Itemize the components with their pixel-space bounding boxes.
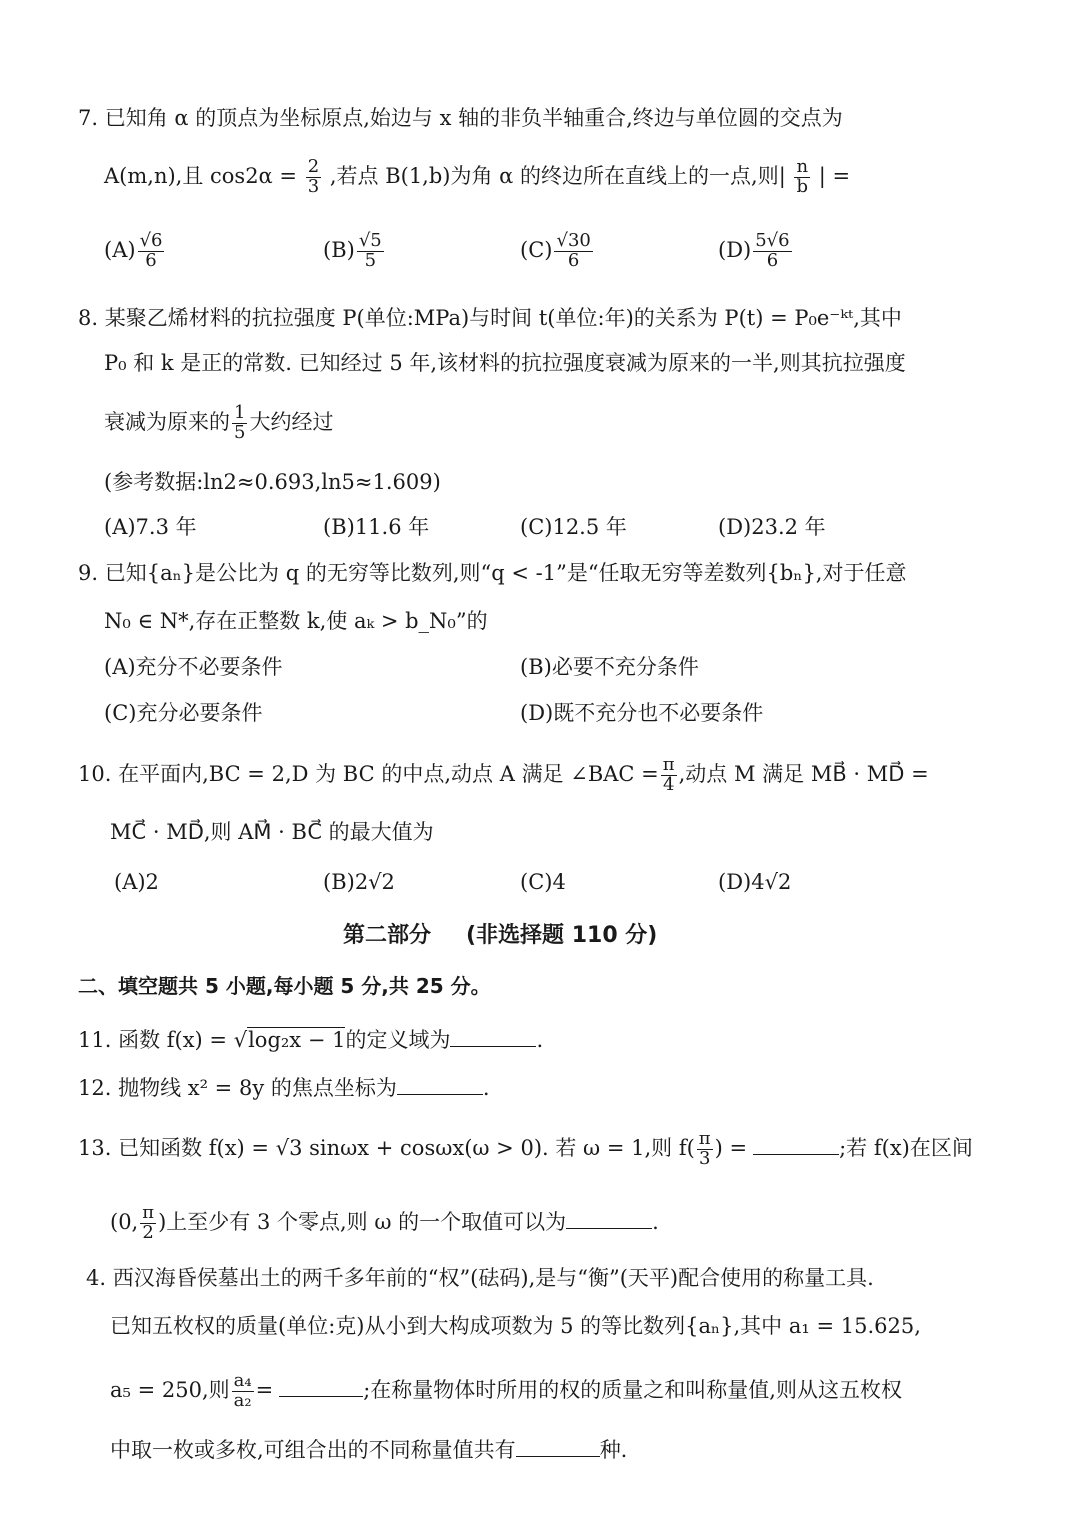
q10-option-b: (B)2√2	[323, 870, 395, 894]
q12-line: 12. 抛物线 x² = 8y 的焦点坐标为 .	[78, 1076, 490, 1100]
part2-subtitle: (非选择题 110 分)	[466, 923, 658, 948]
q7-line1: 7. 已知角 α 的顶点为坐标原点,始边与 x 轴的非负半轴重合,终边与单位圆的交点为	[78, 106, 843, 130]
q14-fraction-a4-over-a2: $\frac{\text{a₄}}{\text{a₂}}$	[233, 1370, 252, 1411]
q12-answer-blank[interactable]	[397, 1076, 483, 1095]
q10-option-c: (C)4	[520, 870, 566, 894]
q13-fraction-pi-over-2: $\frac{\pi}{2}$	[142, 1202, 155, 1243]
q9-option-a: (A)充分不必要条件	[104, 655, 283, 679]
q9-option-c: (C)充分必要条件	[104, 701, 263, 725]
q14-line3: a₅ = 250,则 $\frac{\text{a₄}}{\text{a₂}}$ = ;在称量物体时所用的权的质量之和叫称量值,则从这五枚权	[110, 1370, 902, 1411]
q8-reference-data: (参考数据:ln2≈0.693,ln5≈1.609)	[104, 470, 441, 494]
q7-line2-c: | =	[818, 163, 851, 188]
q8-option-a: (A)7.3 年	[104, 515, 197, 539]
q7-option-d: (D) $\frac{5√6}{6}$	[718, 230, 790, 271]
q14-line1: 4. 西汉海昏侯墓出土的两千多年前的“权”(砝码),是与“衡”(天平)配合使用的称量工具.	[86, 1266, 874, 1290]
q13-answer-blank-1[interactable]	[753, 1136, 839, 1155]
q11-radicand: log₂x − 1	[248, 1028, 346, 1052]
q7-fraction-two-thirds: $\frac{2}{3}$	[307, 156, 320, 197]
q9-line2: N₀ ∈ N*,存在正整数 k,使 aₖ > b_N₀”的	[104, 609, 488, 633]
q10-option-a: (A)2	[114, 870, 159, 894]
q11-line: 11. 函数 f(x) = √log₂x − 1的定义域为 .	[78, 1028, 544, 1052]
part2-title: 第二部分	[343, 923, 432, 948]
q10-line1: 10. 在平面内,BC = 2,D 为 BC 的中点,动点 A 满足 ∠BAC = $\frac{\pi}{4}$ ,动点 M 满足 MB⃗ · MD⃗ =	[78, 754, 929, 795]
q14-line2: 已知五枚权的质量(单位:克)从小到大构成项数为 5 的等比数列{aₙ},其中 a₁ = 15.625,	[110, 1314, 921, 1338]
q8-line2: P₀ 和 k 是正的常数. 已知经过 5 年,该材料的抗拉强度衰减为原来的一半,则其抗拉强度	[104, 351, 906, 375]
q7-fraction-n-over-b: $\frac{n}{b}$	[796, 156, 809, 197]
q7-line2	[104, 158, 850, 197]
q7-line2-a: A(m,n),且 cos2α =	[104, 163, 298, 188]
q14-answer-blank-2[interactable]	[516, 1438, 600, 1457]
q13-answer-blank-2[interactable]	[566, 1210, 652, 1229]
q7-option-b: (B) $\frac{√5}{5}$	[323, 230, 382, 271]
section2-heading: 二、填空题共 5 小题,每小题 5 分,共 25 分。	[78, 974, 491, 998]
q14-answer-blank-1[interactable]	[279, 1378, 363, 1397]
q7-option-a: (A) $\frac{√6}{6}$	[104, 230, 163, 271]
q11-answer-blank[interactable]	[450, 1028, 536, 1047]
q8-line1: 8. 某聚乙烯材料的抗拉强度 P(单位:MPa)与时间 t(单位:年)的关系为 P(t) = P₀e⁻ᵏᵗ,其中	[78, 306, 902, 330]
q13-line1: 13. 已知函数 f(x) = √3 sinωx + cosωx(ω > 0). 若 ω = 1,则 f( $\frac{\pi}{3}$ ) = ;若 f(x)在区间	[78, 1128, 973, 1169]
q8-fraction-one-fifth: $\frac{1}{5}$	[234, 402, 246, 443]
q14-line4: 中取一枚或多枚,可组合出的不同称量值共有 种.	[110, 1438, 628, 1462]
q7-line2-b: ,若点 B(1,b)为角 α 的终边所在直线上的一点,则|	[329, 163, 786, 188]
q10-option-d: (D)4√2	[718, 870, 792, 894]
q7-option-c: (C) $\frac{√30}{6}$	[520, 230, 591, 271]
q9-line1: 9. 已知{aₙ}是公比为 q 的无穷等比数列,则“q < -1”是“任取无穷等差数列{bₙ},对于任意	[78, 561, 907, 585]
q8-option-c: (C)12.5 年	[520, 515, 627, 539]
q8-option-b: (B)11.6 年	[323, 515, 430, 539]
q9-option-d: (D)既不充分也不必要条件	[520, 701, 764, 725]
q13-fraction-pi-over-3: $\frac{\pi}{3}$	[698, 1128, 711, 1169]
q10-line2: MC⃗ · MD⃗,则 AM⃗ · BC⃗ 的最大值为	[110, 820, 434, 844]
q8-line3: 衰减为原来的 $\frac{1}{5}$ 大约经过	[104, 402, 334, 443]
q13-line2: (0, $\frac{\pi}{2}$ )上至少有 3 个零点,则 ω 的一个取值可以为 .	[110, 1202, 659, 1243]
q8-option-d: (D)23.2 年	[718, 515, 826, 539]
q9-option-b: (B)必要不充分条件	[520, 655, 699, 679]
q10-fraction-pi-over-4: $\frac{\pi}{4}$	[662, 754, 675, 795]
